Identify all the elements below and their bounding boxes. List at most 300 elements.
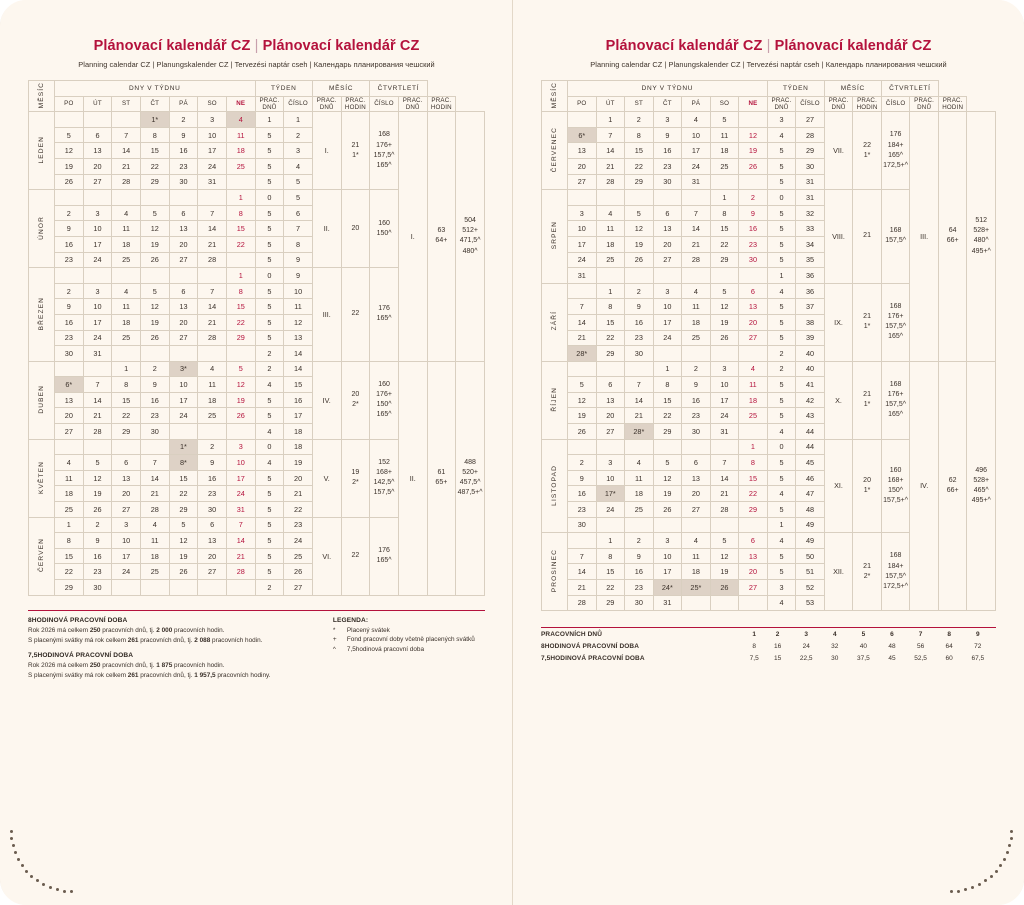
day-cell[interactable]	[226, 580, 255, 596]
day-cell[interactable]: 1	[710, 190, 739, 206]
day-cell[interactable]: 27	[739, 580, 768, 596]
day-cell[interactable]: 30	[83, 580, 112, 596]
day-cell[interactable]: 20	[112, 486, 141, 502]
day-cell[interactable]	[682, 346, 711, 362]
day-cell[interactable]: 28	[83, 424, 112, 440]
day-cell[interactable]: 6	[739, 283, 768, 299]
day-cell[interactable]: 8	[710, 205, 739, 221]
day-cell[interactable]: 27	[739, 330, 768, 346]
day-cell[interactable]: 17	[83, 314, 112, 330]
day-cell[interactable]	[568, 361, 597, 377]
day-cell[interactable]: 19	[55, 158, 84, 174]
day-cell[interactable]: 6	[169, 283, 198, 299]
day-cell[interactable]: 8	[739, 455, 768, 471]
day-cell[interactable]: 15	[169, 470, 198, 486]
day-cell[interactable]: 15	[625, 143, 654, 159]
day-cell[interactable]: 16	[55, 314, 84, 330]
day-cell[interactable]: 5	[83, 455, 112, 471]
day-cell[interactable]: 26	[710, 330, 739, 346]
day-cell[interactable]: 9	[169, 127, 198, 143]
day-cell[interactable]	[568, 112, 597, 128]
day-cell[interactable]: 16	[83, 548, 112, 564]
day-cell[interactable]: 17	[653, 564, 682, 580]
day-cell[interactable]: 19	[226, 392, 255, 408]
day-cell[interactable]: 9	[739, 205, 768, 221]
day-cell[interactable]: 20	[55, 408, 84, 424]
day-cell[interactable]: 16	[169, 143, 198, 159]
day-cell[interactable]: 10	[83, 299, 112, 315]
day-cell[interactable]: 26	[710, 580, 739, 596]
day-cell[interactable]: 6	[653, 205, 682, 221]
day-cell[interactable]: 23	[568, 502, 597, 518]
day-cell[interactable]: 26	[739, 158, 768, 174]
day-cell[interactable]: 12	[140, 299, 169, 315]
day-cell[interactable]: 10	[198, 127, 227, 143]
day-cell[interactable]: 8	[112, 377, 141, 393]
day-cell[interactable]: 10	[83, 221, 112, 237]
day-cell[interactable]: 4	[226, 112, 255, 128]
day-cell[interactable]: 10	[710, 377, 739, 393]
day-cell[interactable]: 6	[596, 377, 625, 393]
day-cell[interactable]: 19	[710, 564, 739, 580]
day-cell[interactable]: 2	[55, 283, 84, 299]
day-cell[interactable]: 15	[55, 548, 84, 564]
day-cell[interactable]: 20	[682, 486, 711, 502]
day-cell[interactable]: 20	[83, 158, 112, 174]
day-cell[interactable]: 7	[83, 377, 112, 393]
day-cell[interactable]: 8	[226, 283, 255, 299]
day-cell[interactable]	[83, 361, 112, 377]
day-cell[interactable]: 20	[169, 236, 198, 252]
day-cell[interactable]: 14	[226, 533, 255, 549]
day-cell[interactable]: 20	[169, 314, 198, 330]
day-cell[interactable]	[682, 439, 711, 455]
day-cell[interactable]	[140, 190, 169, 206]
day-cell[interactable]: 24	[112, 564, 141, 580]
day-cell[interactable]	[140, 346, 169, 362]
day-cell[interactable]: 17	[226, 470, 255, 486]
day-cell[interactable]: 1	[739, 439, 768, 455]
day-cell[interactable]: 23	[83, 564, 112, 580]
day-cell[interactable]	[596, 268, 625, 284]
day-cell[interactable]	[653, 517, 682, 533]
day-cell[interactable]: 24	[198, 158, 227, 174]
day-cell[interactable]: 26	[653, 502, 682, 518]
day-cell[interactable]: 25	[226, 158, 255, 174]
day-cell[interactable]: 25	[710, 158, 739, 174]
day-cell[interactable]: 3	[653, 283, 682, 299]
day-cell[interactable]: 21	[596, 158, 625, 174]
day-cell[interactable]: 31	[198, 174, 227, 190]
day-cell[interactable]: 16	[55, 236, 84, 252]
day-cell[interactable]: 24	[682, 158, 711, 174]
day-cell[interactable]: 16	[625, 564, 654, 580]
day-cell[interactable]: 5	[140, 205, 169, 221]
day-cell[interactable]: 24*	[653, 580, 682, 596]
day-cell[interactable]: 27	[653, 252, 682, 268]
day-cell[interactable]: 14	[198, 299, 227, 315]
day-cell[interactable]	[140, 268, 169, 284]
day-cell[interactable]: 12	[739, 127, 768, 143]
day-cell[interactable]: 28*	[568, 346, 597, 362]
day-cell[interactable]: 22	[140, 158, 169, 174]
day-cell[interactable]: 2	[83, 517, 112, 533]
day-cell[interactable]: 18	[112, 314, 141, 330]
day-cell[interactable]: 28	[226, 564, 255, 580]
day-cell[interactable]: 17	[198, 143, 227, 159]
day-cell[interactable]	[596, 439, 625, 455]
day-cell[interactable]: 11	[140, 533, 169, 549]
day-cell[interactable]: 2	[625, 283, 654, 299]
day-cell[interactable]: 4	[682, 112, 711, 128]
day-cell[interactable]: 4	[112, 205, 141, 221]
day-cell[interactable]: 5	[226, 361, 255, 377]
day-cell[interactable]: 13	[169, 299, 198, 315]
day-cell[interactable]: 25	[112, 252, 141, 268]
day-cell[interactable]: 20	[653, 236, 682, 252]
day-cell[interactable]: 13	[739, 548, 768, 564]
day-cell[interactable]: 7	[710, 455, 739, 471]
day-cell[interactable]: 1*	[169, 439, 198, 455]
day-cell[interactable]: 6	[739, 533, 768, 549]
day-cell[interactable]: 18	[710, 143, 739, 159]
day-cell[interactable]: 6	[682, 455, 711, 471]
day-cell[interactable]: 14	[112, 143, 141, 159]
day-cell[interactable]: 31	[83, 346, 112, 362]
day-cell[interactable]	[83, 268, 112, 284]
day-cell[interactable]: 25*	[682, 580, 711, 596]
day-cell[interactable]: 3	[568, 205, 597, 221]
day-cell[interactable]: 24	[710, 408, 739, 424]
day-cell[interactable]: 10	[596, 470, 625, 486]
day-cell[interactable]: 25	[198, 408, 227, 424]
day-cell[interactable]	[55, 112, 84, 128]
day-cell[interactable]: 23	[653, 158, 682, 174]
day-cell[interactable]: 2	[625, 533, 654, 549]
day-cell[interactable]: 31	[653, 595, 682, 611]
day-cell[interactable]: 13	[112, 470, 141, 486]
day-cell[interactable]: 23	[169, 158, 198, 174]
day-cell[interactable]	[83, 112, 112, 128]
day-cell[interactable]: 7	[112, 127, 141, 143]
day-cell[interactable]: 4	[596, 205, 625, 221]
day-cell[interactable]: 26	[83, 502, 112, 518]
day-cell[interactable]	[226, 346, 255, 362]
day-cell[interactable]: 21	[710, 486, 739, 502]
day-cell[interactable]	[198, 346, 227, 362]
day-cell[interactable]: 15	[739, 470, 768, 486]
day-cell[interactable]: 23	[625, 330, 654, 346]
day-cell[interactable]: 12	[710, 299, 739, 315]
day-cell[interactable]: 26	[568, 424, 597, 440]
day-cell[interactable]: 1	[55, 517, 84, 533]
day-cell[interactable]: 5	[710, 533, 739, 549]
day-cell[interactable]: 17	[568, 236, 597, 252]
day-cell[interactable]: 25	[625, 502, 654, 518]
day-cell[interactable]: 29	[653, 424, 682, 440]
day-cell[interactable]: 19	[653, 486, 682, 502]
day-cell[interactable]	[112, 439, 141, 455]
day-cell[interactable]: 17	[169, 392, 198, 408]
day-cell[interactable]	[653, 190, 682, 206]
day-cell[interactable]: 27	[682, 502, 711, 518]
day-cell[interactable]: 22	[596, 330, 625, 346]
day-cell[interactable]: 4	[682, 283, 711, 299]
day-cell[interactable]: 24	[653, 330, 682, 346]
day-cell[interactable]	[112, 580, 141, 596]
day-cell[interactable]: 22	[55, 564, 84, 580]
day-cell[interactable]: 17	[710, 392, 739, 408]
day-cell[interactable]	[682, 517, 711, 533]
day-cell[interactable]: 13	[596, 392, 625, 408]
day-cell[interactable]	[710, 268, 739, 284]
day-cell[interactable]: 4	[140, 517, 169, 533]
day-cell[interactable]: 15	[140, 143, 169, 159]
day-cell[interactable]	[568, 533, 597, 549]
day-cell[interactable]: 22	[169, 486, 198, 502]
day-cell[interactable]: 13	[83, 143, 112, 159]
day-cell[interactable]: 19	[140, 314, 169, 330]
day-cell[interactable]: 9	[625, 299, 654, 315]
day-cell[interactable]: 23	[55, 252, 84, 268]
day-cell[interactable]: 5	[169, 517, 198, 533]
day-cell[interactable]: 28	[198, 252, 227, 268]
day-cell[interactable]: 21	[83, 408, 112, 424]
day-cell[interactable]: 22	[226, 314, 255, 330]
day-cell[interactable]: 29	[112, 424, 141, 440]
day-cell[interactable]: 21	[682, 236, 711, 252]
day-cell[interactable]: 15	[596, 564, 625, 580]
day-cell[interactable]: 19	[169, 548, 198, 564]
day-cell[interactable]	[112, 112, 141, 128]
day-cell[interactable]: 12	[653, 470, 682, 486]
day-cell[interactable]: 25	[112, 330, 141, 346]
day-cell[interactable]	[169, 190, 198, 206]
day-cell[interactable]: 18	[226, 143, 255, 159]
day-cell[interactable]: 16	[568, 486, 597, 502]
day-cell[interactable]	[682, 190, 711, 206]
day-cell[interactable]: 23	[739, 236, 768, 252]
day-cell[interactable]: 4	[112, 283, 141, 299]
day-cell[interactable]: 8	[140, 127, 169, 143]
day-cell[interactable]: 12	[55, 143, 84, 159]
day-cell[interactable]: 9	[198, 455, 227, 471]
day-cell[interactable]: 19	[83, 486, 112, 502]
day-cell[interactable]: 18	[55, 486, 84, 502]
day-cell[interactable]: 29	[596, 346, 625, 362]
day-cell[interactable]: 11	[682, 299, 711, 315]
day-cell[interactable]: 31	[226, 502, 255, 518]
day-cell[interactable]: 22	[226, 236, 255, 252]
day-cell[interactable]: 16	[682, 392, 711, 408]
day-cell[interactable]	[55, 268, 84, 284]
day-cell[interactable]: 11	[112, 221, 141, 237]
day-cell[interactable]: 8	[653, 377, 682, 393]
day-cell[interactable]	[169, 580, 198, 596]
day-cell[interactable]	[140, 580, 169, 596]
day-cell[interactable]: 18	[140, 548, 169, 564]
day-cell[interactable]: 8	[55, 533, 84, 549]
day-cell[interactable]: 7	[625, 377, 654, 393]
day-cell[interactable]: 9	[83, 533, 112, 549]
day-cell[interactable]: 17*	[596, 486, 625, 502]
day-cell[interactable]: 3	[198, 112, 227, 128]
day-cell[interactable]: 9	[653, 127, 682, 143]
day-cell[interactable]	[140, 439, 169, 455]
day-cell[interactable]: 27	[198, 564, 227, 580]
day-cell[interactable]: 12	[83, 470, 112, 486]
day-cell[interactable]: 12	[226, 377, 255, 393]
day-cell[interactable]: 8	[596, 299, 625, 315]
day-cell[interactable]: 22	[739, 486, 768, 502]
day-cell[interactable]: 4	[739, 361, 768, 377]
day-cell[interactable]	[682, 595, 711, 611]
day-cell[interactable]	[739, 268, 768, 284]
day-cell[interactable]: 22	[112, 408, 141, 424]
day-cell[interactable]: 1	[226, 190, 255, 206]
day-cell[interactable]: 1	[226, 268, 255, 284]
day-cell[interactable]: 13	[568, 143, 597, 159]
day-cell[interactable]: 3	[653, 112, 682, 128]
day-cell[interactable]: 26	[169, 564, 198, 580]
day-cell[interactable]: 22	[710, 236, 739, 252]
day-cell[interactable]: 12	[140, 221, 169, 237]
day-cell[interactable]: 27	[83, 174, 112, 190]
day-cell[interactable]: 21	[568, 580, 597, 596]
day-cell[interactable]: 22	[596, 580, 625, 596]
day-cell[interactable]: 15	[226, 221, 255, 237]
day-cell[interactable]: 11	[55, 470, 84, 486]
day-cell[interactable]: 11	[596, 221, 625, 237]
day-cell[interactable]: 16	[653, 143, 682, 159]
day-cell[interactable]: 3*	[169, 361, 198, 377]
day-cell[interactable]	[710, 595, 739, 611]
day-cell[interactable]: 16	[198, 470, 227, 486]
day-cell[interactable]	[112, 268, 141, 284]
day-cell[interactable]: 20	[739, 564, 768, 580]
day-cell[interactable]	[169, 346, 198, 362]
day-cell[interactable]: 28	[682, 252, 711, 268]
day-cell[interactable]: 25	[682, 330, 711, 346]
day-cell[interactable]	[198, 190, 227, 206]
day-cell[interactable]: 21	[226, 548, 255, 564]
day-cell[interactable]: 13	[55, 392, 84, 408]
day-cell[interactable]	[625, 439, 654, 455]
day-cell[interactable]: 27	[112, 502, 141, 518]
day-cell[interactable]: 3	[226, 439, 255, 455]
day-cell[interactable]: 29	[55, 580, 84, 596]
day-cell[interactable]: 5	[140, 283, 169, 299]
day-cell[interactable]: 30	[625, 346, 654, 362]
day-cell[interactable]: 6*	[568, 127, 597, 143]
day-cell[interactable]: 15	[226, 299, 255, 315]
day-cell[interactable]: 30	[625, 595, 654, 611]
day-cell[interactable]: 6*	[55, 377, 84, 393]
day-cell[interactable]: 18	[739, 392, 768, 408]
day-cell[interactable]: 18	[682, 564, 711, 580]
day-cell[interactable]: 23	[140, 408, 169, 424]
day-cell[interactable]: 2	[140, 361, 169, 377]
day-cell[interactable]: 23	[625, 580, 654, 596]
day-cell[interactable]: 24	[83, 330, 112, 346]
day-cell[interactable]	[112, 346, 141, 362]
day-cell[interactable]: 6	[112, 455, 141, 471]
day-cell[interactable]	[83, 190, 112, 206]
day-cell[interactable]	[83, 439, 112, 455]
day-cell[interactable]: 20	[596, 408, 625, 424]
day-cell[interactable]: 25	[739, 408, 768, 424]
day-cell[interactable]: 16	[140, 392, 169, 408]
day-cell[interactable]	[625, 361, 654, 377]
day-cell[interactable]: 28	[112, 174, 141, 190]
day-cell[interactable]: 9	[682, 377, 711, 393]
day-cell[interactable]: 2	[739, 190, 768, 206]
day-cell[interactable]: 2	[198, 439, 227, 455]
day-cell[interactable]: 14	[682, 221, 711, 237]
day-cell[interactable]: 2	[682, 361, 711, 377]
day-cell[interactable]: 10	[568, 221, 597, 237]
day-cell[interactable]: 18	[682, 314, 711, 330]
day-cell[interactable]: 22	[625, 158, 654, 174]
day-cell[interactable]: 31	[568, 268, 597, 284]
day-cell[interactable]: 5	[710, 112, 739, 128]
day-cell[interactable]: 26	[226, 408, 255, 424]
day-cell[interactable]	[568, 190, 597, 206]
day-cell[interactable]: 6	[169, 205, 198, 221]
day-cell[interactable]: 24	[169, 408, 198, 424]
day-cell[interactable]: 8	[596, 548, 625, 564]
day-cell[interactable]: 19	[710, 314, 739, 330]
day-cell[interactable]: 16	[739, 221, 768, 237]
day-cell[interactable]: 11	[226, 127, 255, 143]
day-cell[interactable]: 1	[112, 361, 141, 377]
day-cell[interactable]: 11	[739, 377, 768, 393]
day-cell[interactable]: 2	[169, 112, 198, 128]
day-cell[interactable]: 28	[568, 595, 597, 611]
day-cell[interactable]	[55, 190, 84, 206]
day-cell[interactable]	[169, 268, 198, 284]
day-cell[interactable]: 5	[568, 377, 597, 393]
day-cell[interactable]: 27	[169, 252, 198, 268]
day-cell[interactable]: 25	[596, 252, 625, 268]
day-cell[interactable]: 14	[710, 470, 739, 486]
day-cell[interactable]: 10	[112, 533, 141, 549]
day-cell[interactable]: 11	[198, 377, 227, 393]
day-cell[interactable]	[710, 517, 739, 533]
day-cell[interactable]: 30	[55, 346, 84, 362]
day-cell[interactable]: 13	[653, 221, 682, 237]
day-cell[interactable]: 20	[198, 548, 227, 564]
day-cell[interactable]: 1	[596, 533, 625, 549]
day-cell[interactable]: 1	[653, 361, 682, 377]
day-cell[interactable]: 26	[140, 252, 169, 268]
day-cell[interactable]: 19	[568, 408, 597, 424]
day-cell[interactable]: 5	[625, 205, 654, 221]
day-cell[interactable]: 25	[140, 564, 169, 580]
day-cell[interactable]: 1*	[140, 112, 169, 128]
day-cell[interactable]: 11	[710, 127, 739, 143]
day-cell[interactable]: 29	[710, 252, 739, 268]
day-cell[interactable]: 30	[739, 252, 768, 268]
day-cell[interactable]: 5	[710, 283, 739, 299]
day-cell[interactable]: 24	[596, 502, 625, 518]
day-cell[interactable]: 26	[140, 330, 169, 346]
day-cell[interactable]: 14	[568, 314, 597, 330]
day-cell[interactable]: 26	[625, 252, 654, 268]
day-cell[interactable]	[198, 580, 227, 596]
day-cell[interactable]: 18	[112, 236, 141, 252]
day-cell[interactable]	[596, 517, 625, 533]
